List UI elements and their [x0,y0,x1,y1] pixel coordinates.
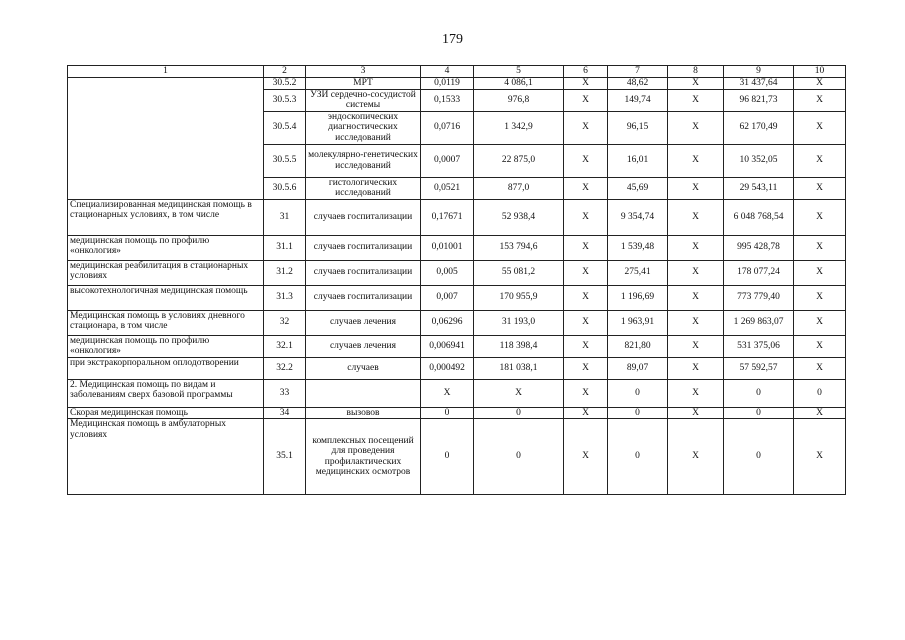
code-cell: 32.2 [264,357,306,379]
header-cell: 2 [264,66,306,78]
col8-cell: X [668,111,724,144]
col5-cell: 153 794,6 [474,235,564,260]
col9-cell: 10 352,05 [724,144,794,177]
unit-cell: случаев лечения [306,310,421,335]
col5-cell: 55 081,2 [474,260,564,285]
col5-cell: 4 086,1 [474,78,564,90]
col5-cell: 31 193,0 [474,310,564,335]
col9-cell: 31 437,64 [724,78,794,90]
col4-cell: 0,06296 [421,310,474,335]
col4-cell: 0,0716 [421,111,474,144]
label-cell: Медицинская помощь в амбулаторных условиях [68,419,264,495]
unit-cell: УЗИ сердечно-сосудистой системы [306,89,421,111]
col9-cell: 773 779,40 [724,285,794,310]
col6-cell: X [564,235,608,260]
col7-cell: 45,69 [608,177,668,199]
col5-cell: 52 938,4 [474,199,564,235]
col10-cell: X [794,177,846,199]
col8-cell: X [668,78,724,90]
col5-cell: 181 038,1 [474,357,564,379]
col5-cell: 118 398,4 [474,335,564,357]
col6-cell: X [564,357,608,379]
table-row [68,235,846,260]
table-row [68,260,846,285]
code-cell: 31 [264,199,306,235]
col5-cell: 22 875,0 [474,144,564,177]
col7-cell: 16,01 [608,144,668,177]
unit-cell: эндоскопических диагностических исследований [306,111,421,144]
col6-cell: X [564,407,608,419]
col10-cell: X [794,285,846,310]
col8-cell: X [668,235,724,260]
col6-cell: X [564,111,608,144]
col8-cell: X [668,177,724,199]
unit-cell: случаев госпитализации [306,260,421,285]
col7-cell: 149,74 [608,89,668,111]
col6-cell: X [564,144,608,177]
code-cell: 30.5.4 [264,111,306,144]
col4-cell: 0,0119 [421,78,474,90]
col5-cell: 0 [474,419,564,495]
col9-cell: 6 048 768,54 [724,199,794,235]
code-cell: 31.3 [264,285,306,310]
header-cell: 9 [724,66,794,78]
col4-cell: 0,0007 [421,144,474,177]
col9-cell: 57 592,57 [724,357,794,379]
label-cell: Специализированная медицинская помощь в стационарных условиях, в том числе [68,199,264,235]
unit-cell [306,379,421,407]
col10-cell: X [794,310,846,335]
col7-cell: 0 [608,407,668,419]
unit-cell: случаев госпитализации [306,199,421,235]
label-cell: Медицинская помощь в условиях дневного стационара, в том числе [68,310,264,335]
col5-cell: 0 [474,407,564,419]
code-cell: 30.5.6 [264,177,306,199]
code-cell: 35.1 [264,419,306,495]
col7-cell: 1 963,91 [608,310,668,335]
col4-cell: X [421,379,474,407]
label-cell: 2. Медицинская помощь по видам и заболеваниям сверх базовой программы [68,379,264,407]
col8-cell: X [668,379,724,407]
col9-cell: 96 821,73 [724,89,794,111]
col7-cell: 0 [608,419,668,495]
col7-cell: 1 539,48 [608,235,668,260]
col6-cell: X [564,335,608,357]
table-row [68,357,846,379]
code-cell: 31.2 [264,260,306,285]
unit-cell: случаев госпитализации [306,235,421,260]
header-cell: 4 [421,66,474,78]
col5-cell: 976,8 [474,89,564,111]
col9-cell: 62 170,49 [724,111,794,144]
header-cell: 5 [474,66,564,78]
unit-cell: гистологических исследований [306,177,421,199]
table-row [68,285,846,310]
label-cell: медицинская помощь по профилю «онкология» [68,235,264,260]
col9-cell: 178 077,24 [724,260,794,285]
col9-cell: 1 269 863,07 [724,310,794,335]
col4-cell: 0,17671 [421,199,474,235]
unit-cell: случаев [306,357,421,379]
col8-cell: X [668,89,724,111]
col10-cell: X [794,260,846,285]
table-row [68,407,846,419]
table-row [68,379,846,407]
col10-cell: X [794,357,846,379]
col6-cell: X [564,419,608,495]
col9-cell: 0 [724,419,794,495]
col6-cell: X [564,285,608,310]
col8-cell: X [668,407,724,419]
table-row [68,199,846,235]
col10-cell: 0 [794,379,846,407]
empty-label-cell [68,78,264,200]
header-cell: 8 [668,66,724,78]
table-row [68,335,846,357]
table-row [68,310,846,335]
code-cell: 30.5.5 [264,144,306,177]
col7-cell: 821,80 [608,335,668,357]
col10-cell: X [794,235,846,260]
header-cell: 1 [68,66,264,78]
col8-cell: X [668,144,724,177]
col9-cell: 29 543,11 [724,177,794,199]
col7-cell: 275,41 [608,260,668,285]
col4-cell: 0 [421,419,474,495]
label-cell: Скорая медицинская помощь [68,407,264,419]
col7-cell: 96,15 [608,111,668,144]
col9-cell: 0 [724,407,794,419]
col6-cell: X [564,260,608,285]
col6-cell: X [564,199,608,235]
col5-cell: 170 955,9 [474,285,564,310]
col8-cell: X [668,357,724,379]
unit-cell: случаев госпитализации [306,285,421,310]
col7-cell: 48,62 [608,78,668,90]
col9-cell: 531 375,06 [724,335,794,357]
col6-cell: X [564,89,608,111]
col8-cell: X [668,335,724,357]
code-cell: 32.1 [264,335,306,357]
col5-cell: 877,0 [474,177,564,199]
col10-cell: X [794,111,846,144]
col8-cell: X [668,199,724,235]
col8-cell: X [668,285,724,310]
col4-cell: 0,000492 [421,357,474,379]
code-cell: 30.5.2 [264,78,306,90]
header-row [68,66,846,78]
unit-cell: молекулярно-генетических исследований [306,144,421,177]
code-cell: 31.1 [264,235,306,260]
col5-cell: X [474,379,564,407]
col4-cell: 0 [421,407,474,419]
col10-cell: X [794,89,846,111]
header-cell: 6 [564,66,608,78]
col4-cell: 0,006941 [421,335,474,357]
col10-cell: X [794,335,846,357]
unit-cell: МРТ [306,78,421,90]
col4-cell: 0,007 [421,285,474,310]
col4-cell: 0,0521 [421,177,474,199]
col7-cell: 9 354,74 [608,199,668,235]
col10-cell: X [794,78,846,90]
col4-cell: 0,005 [421,260,474,285]
header-cell: 10 [794,66,846,78]
data-table [67,65,846,495]
col6-cell: X [564,177,608,199]
code-cell: 34 [264,407,306,419]
header-cell: 7 [608,66,668,78]
col10-cell: X [794,144,846,177]
col6-cell: X [564,78,608,90]
col8-cell: X [668,260,724,285]
col5-cell: 1 342,9 [474,111,564,144]
col6-cell: X [564,310,608,335]
col10-cell: X [794,407,846,419]
page-number: 179 [442,32,463,47]
label-cell: медицинская помощь по профилю «онкология» [68,335,264,357]
col4-cell: 0,1533 [421,89,474,111]
col9-cell: 0 [724,379,794,407]
col6-cell: X [564,379,608,407]
code-cell: 30.5.3 [264,89,306,111]
col7-cell: 89,07 [608,357,668,379]
col8-cell: X [668,310,724,335]
unit-cell: случаев лечения [306,335,421,357]
col8-cell: X [668,419,724,495]
col9-cell: 995 428,78 [724,235,794,260]
col10-cell: X [794,419,846,495]
label-cell: высокотехнологичная медицинская помощь [68,285,264,310]
label-cell: медицинская реабилитация в стационарных условиях [68,260,264,285]
table-row [68,78,846,90]
header-cell: 3 [306,66,421,78]
unit-cell: комплексных посещений для проведения профилактических медицинских осмотров [306,419,421,495]
col10-cell: X [794,199,846,235]
unit-cell: вызовов [306,407,421,419]
col4-cell: 0,01001 [421,235,474,260]
table-row [68,419,846,495]
col7-cell: 0 [608,379,668,407]
code-cell: 32 [264,310,306,335]
label-cell: при экстракорпоральном оплодотворении [68,357,264,379]
col7-cell: 1 196,69 [608,285,668,310]
code-cell: 33 [264,379,306,407]
